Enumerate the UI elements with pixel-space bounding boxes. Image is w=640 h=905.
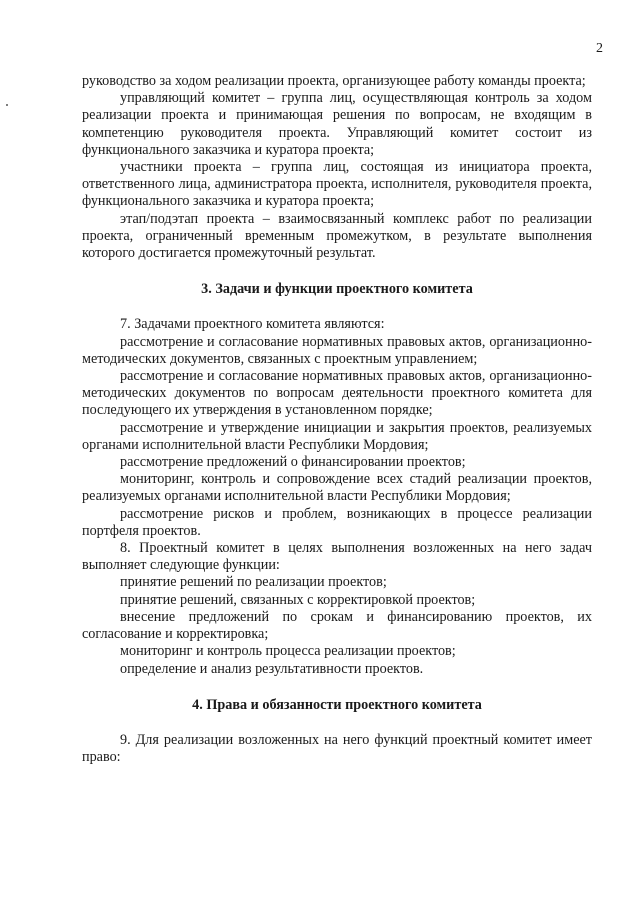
section-heading: 4. Права и обязанности проектного комитета <box>192 696 482 713</box>
paragraph: внесение предложений по срокам и финансированию проектов, их согласование и корректировка; <box>82 608 592 643</box>
paragraph: 7. Задачами проектного комитета являются: <box>120 316 385 333</box>
paragraph: мониторинг, контроль и сопровождение всех стадий реализации проектов, реализуемых органами исполнительной власти Республики Мордовия; <box>82 471 592 505</box>
paragraph: принятие решений, связанных с корректировкой проектов; <box>120 591 476 608</box>
paragraph: мониторинг и контроль процесса реализации проектов; <box>120 643 456 660</box>
paragraph: рассмотрение и согласование нормативных правовых актов, организационно-методических документов по вопросам деятельности проектного комитета для последующего их утверждения в установленном порядке; <box>82 368 592 419</box>
scan-speck <box>6 104 8 106</box>
paragraph: участники проекта – группа лиц, состоящая из инициатора проекта, ответственного лица, администратора проекта, исполнителя, руководителя проекта, функционального заказчика и куратора проекта; <box>82 159 592 210</box>
paragraph: этап/подэтап проекта – взаимосвязанный комплекс работ по реализации проекта, ограниченный временным промежутком, в результате выполнения которого достигается промежуточный результат. <box>82 210 592 262</box>
paragraph: 8. Проектный комитет в целях выполнения возложенных на него задач выполняет следующие функции: <box>82 540 592 574</box>
section-heading: 3. Задачи и функции проектного комитета <box>201 281 473 298</box>
paragraph: принятие решений по реализации проектов; <box>120 574 387 591</box>
paragraph: рассмотрение и утверждение инициации и закрытия проектов, реализуемых органами исполнительной власти Республики Мордовия; <box>82 419 592 453</box>
paragraph: рассмотрение предложений о финансировании проектов; <box>120 454 466 471</box>
page-number: 2 <box>596 41 603 56</box>
paragraph: руководство за ходом реализации проекта, организующее работу команды проекта; <box>82 73 586 89</box>
paragraph: рассмотрение и согласование нормативных правовых актов, организационно-методических документов, связанных с проектным управлением; <box>82 333 592 367</box>
paragraph: определение и анализ результативности проектов. <box>120 660 424 677</box>
paragraph: 9. Для реализации возложенных на него функций проектный комитет имеет право: <box>82 731 592 766</box>
paragraph: рассмотрение рисков и проблем, возникающих в процессе реализации портфеля проектов. <box>82 505 592 539</box>
paragraph: управляющий комитет – группа лиц, осуществляющая контроль за ходом реализации проекта и принимающая решения по вопросам, не входящим в компетенцию руководителя проекта. Управляющий комитет состоит из функционального заказчика и куратора проекта; <box>82 90 592 158</box>
document-body <box>82 73 592 766</box>
